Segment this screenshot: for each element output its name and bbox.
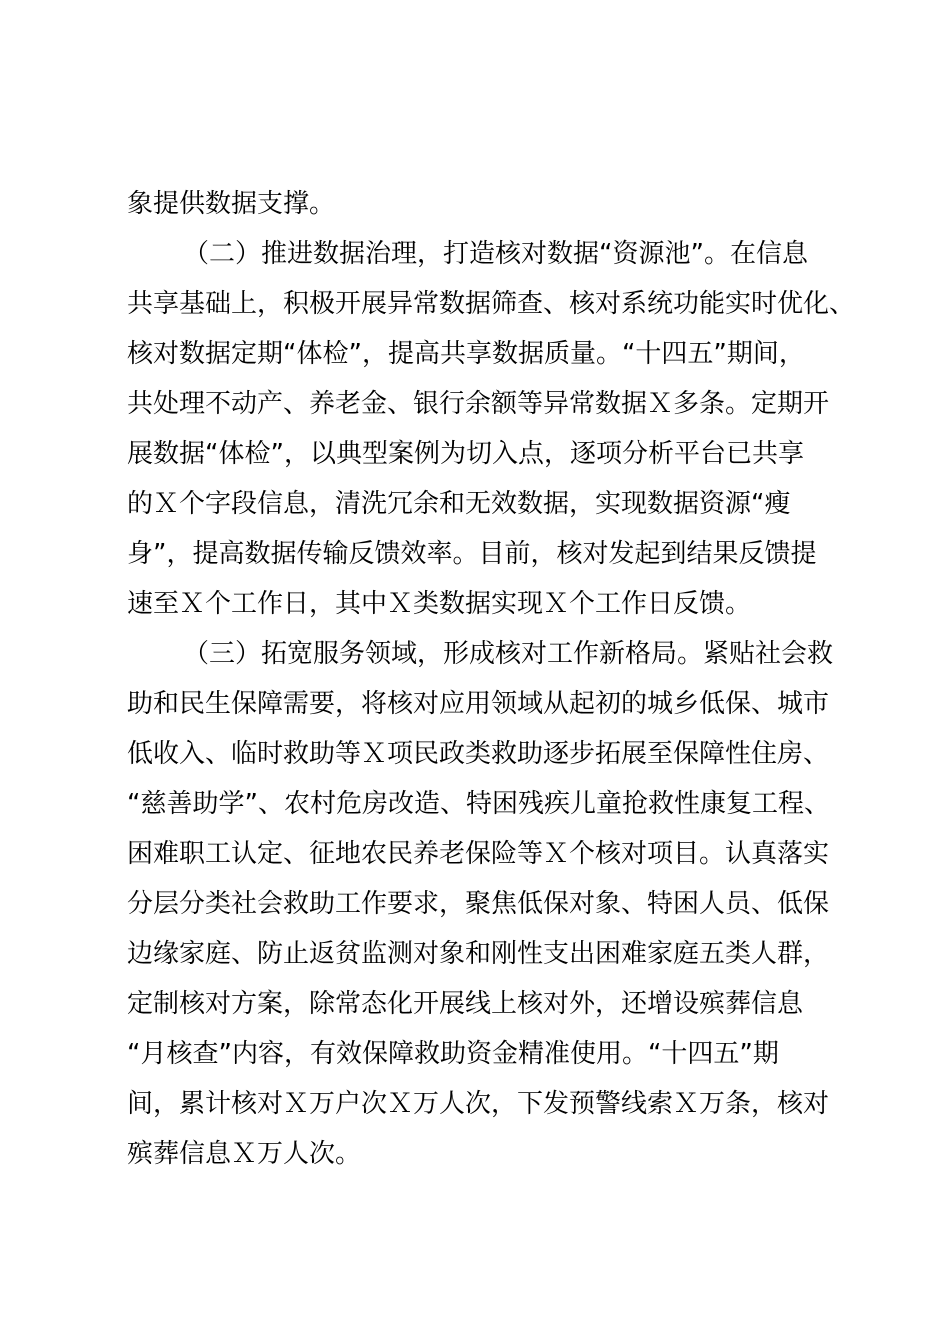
- text-line: 展数据“体检”，以典型案例为切入点，逐项分析平台已共享: [127, 439, 804, 469]
- text-line: “慈善助学”、农村危房改造、特困残疾儿童抢救性康复工程、: [127, 789, 830, 819]
- text-line: 殡葬信息Ｘ万人次。: [127, 1139, 362, 1169]
- text-line: 助和民生保障需要，将核对应用领域从起初的城乡低保、城市: [127, 689, 830, 719]
- text-line: 低收入、临时救助等Ｘ项民政类救助逐步拓展至保障性住房、: [127, 739, 830, 769]
- text-line: 困难职工认定、征地农民养老保险等Ｘ个核对项目。认真落实: [127, 839, 830, 869]
- text-line: 分层分类社会救助工作要求，聚焦低保对象、特困人员、低保: [127, 889, 830, 919]
- text-line: “月核查”内容，有效保障救助资金精准使用。“十四五”期: [127, 1039, 779, 1069]
- paragraph-heading-line: （二）推进数据治理，打造核对数据“资源池”。在信息: [183, 239, 808, 269]
- text-line: 速至Ｘ个工作日，其中Ｘ类数据实现Ｘ个工作日反馈。: [127, 589, 752, 619]
- text-line: 身”，提高数据传输反馈效率。目前，核对发起到结果反馈提: [127, 539, 817, 569]
- text-line: 定制核对方案，除常态化开展线上核对外，还增设殡葬信息: [127, 989, 804, 1019]
- paragraph-heading-line: （三）拓宽服务领域，形成核对工作新格局。紧贴社会救: [183, 639, 834, 669]
- text-line: 核对数据定期“体检”，提高共享数据质量。“十四五”期间，: [127, 339, 805, 369]
- text-line: 边缘家庭、防止返贫监测对象和刚性支出困难家庭五类人群，: [127, 939, 830, 969]
- text-line: 象提供数据支撑。: [127, 189, 336, 219]
- text-line: 间，累计核对Ｘ万户次Ｘ万人次，下发预警线索Ｘ万条，核对: [127, 1089, 830, 1119]
- text-line: 共处理不动产、养老金、银行余额等异常数据Ｘ多条。定期开: [127, 389, 830, 419]
- text-line: 共享基础上，积极开展异常数据筛查、核对系统功能实时优化、: [127, 289, 856, 319]
- text-line: 的Ｘ个字段信息，清洗冗余和无效数据，实现数据资源“瘦: [127, 489, 791, 519]
